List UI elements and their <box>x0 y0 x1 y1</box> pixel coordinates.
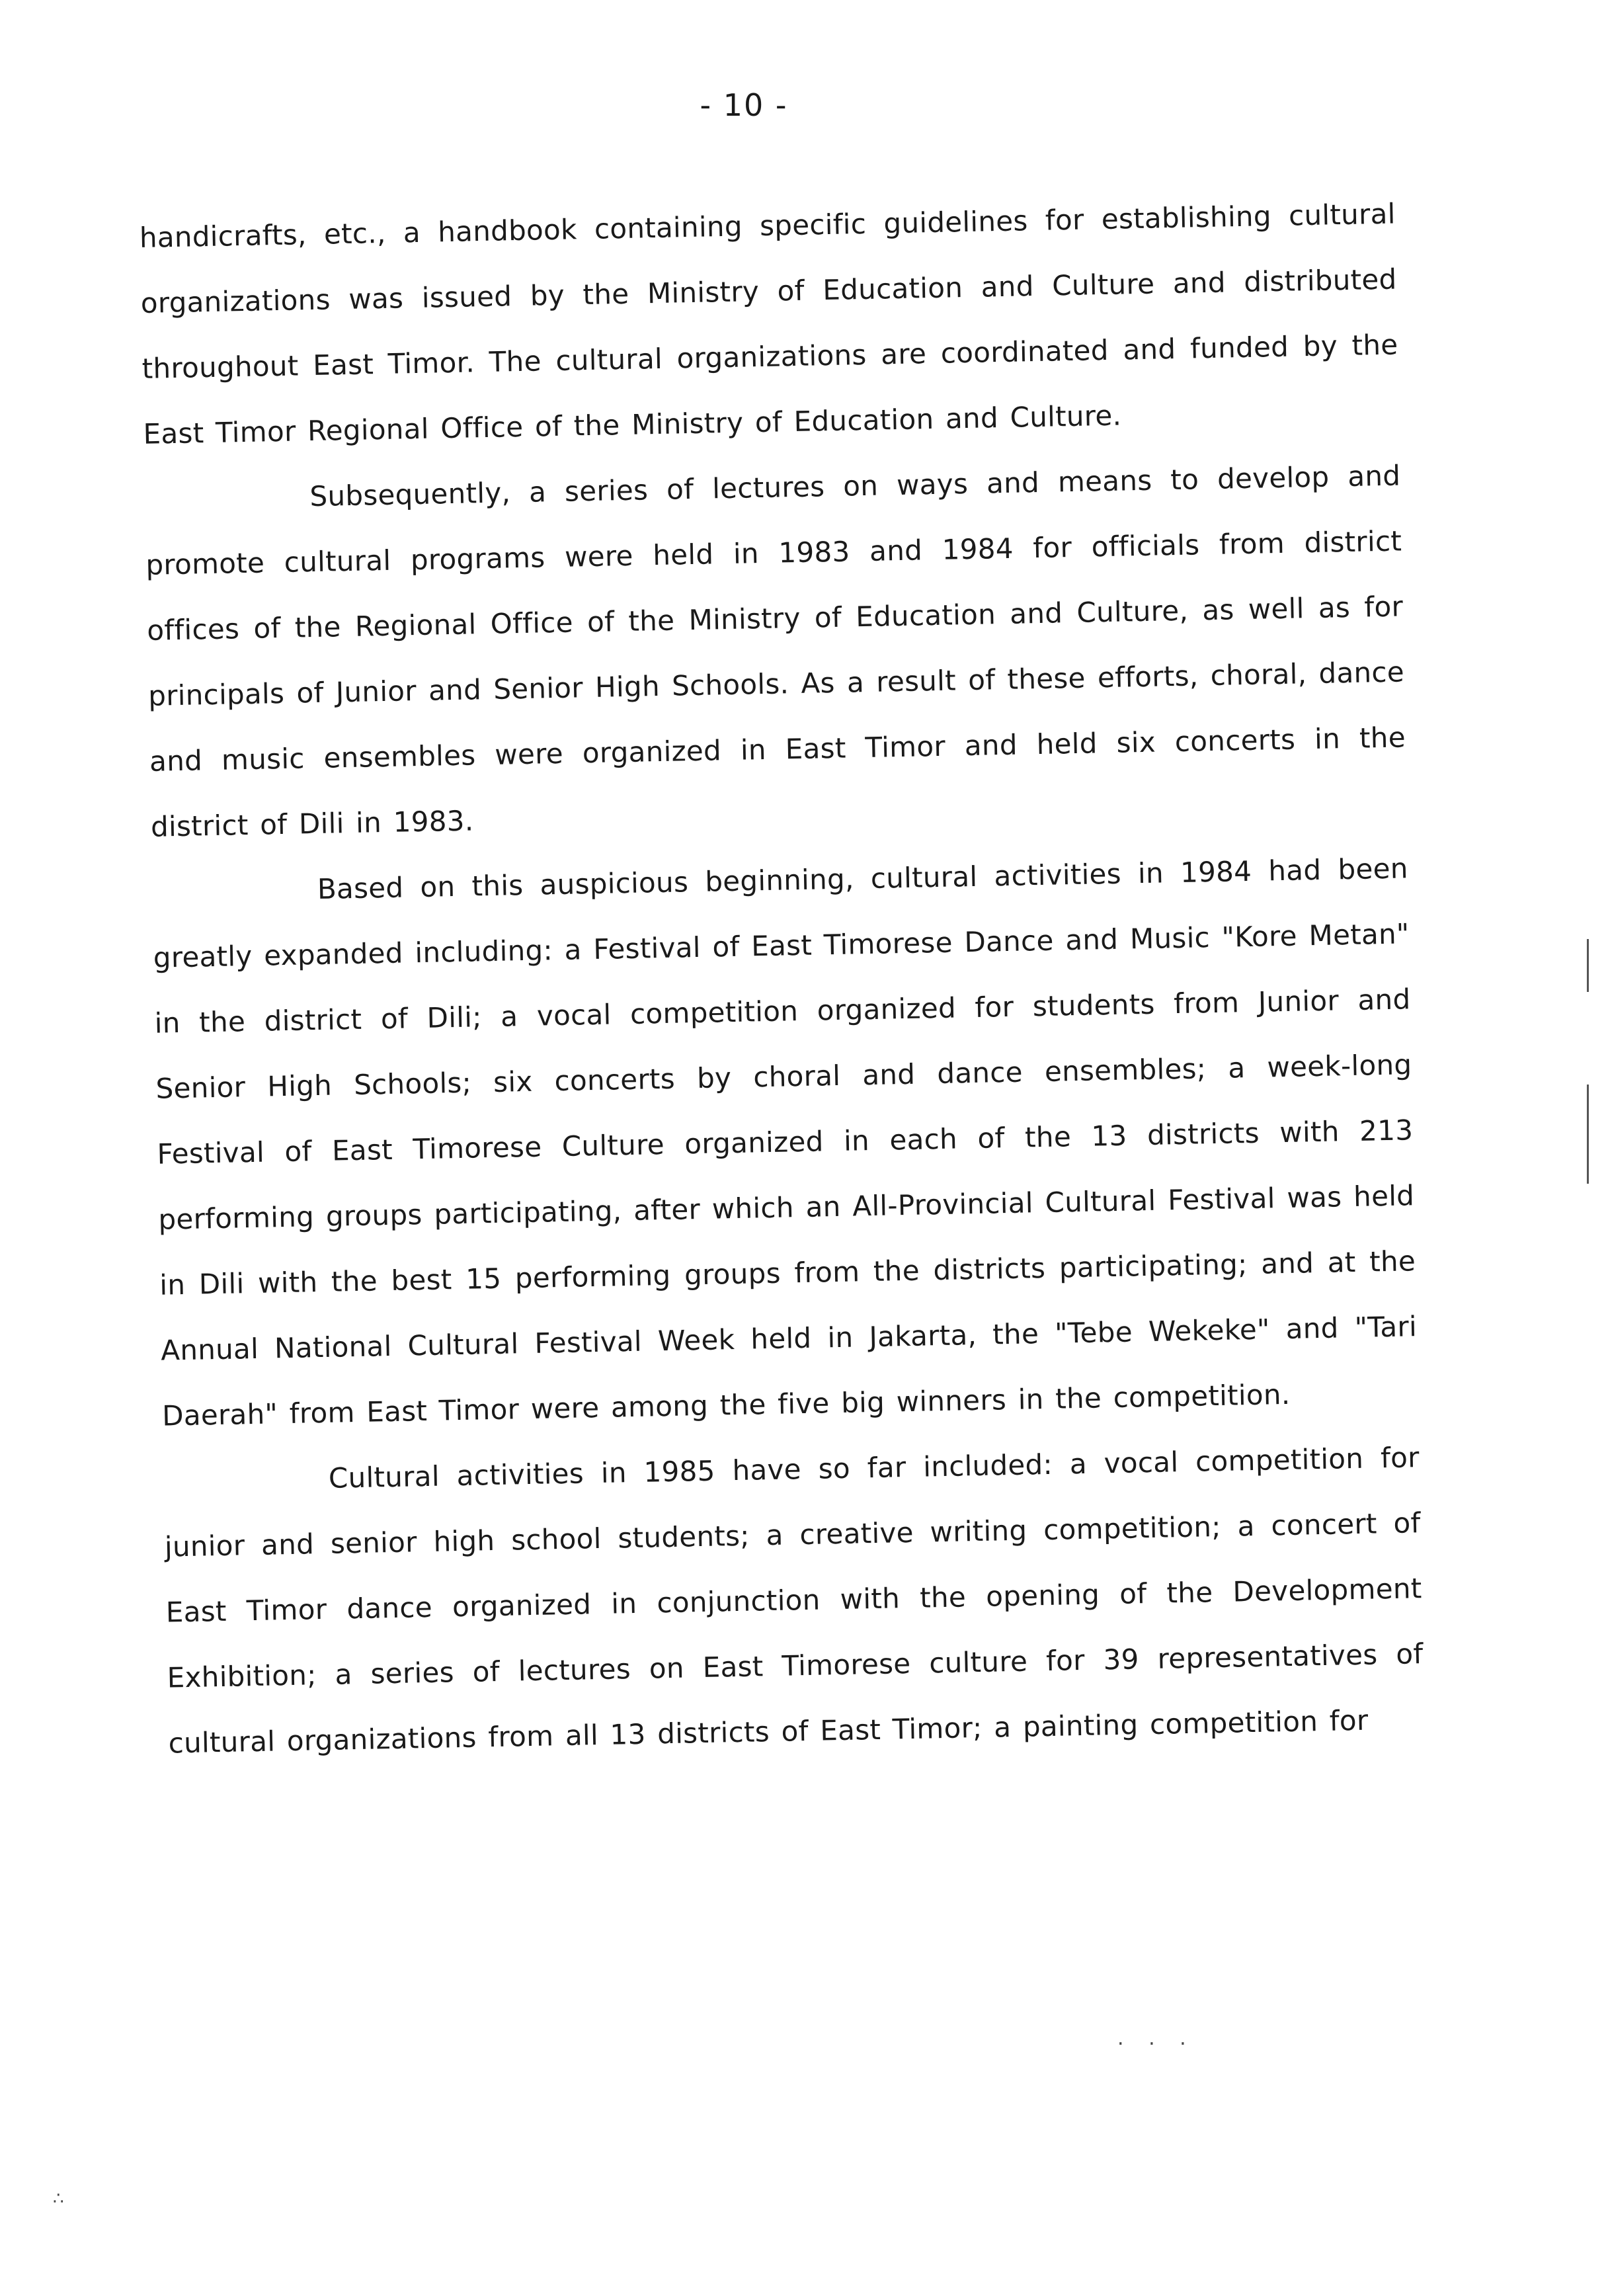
margin-mark <box>1587 1085 1589 1184</box>
corner-scan-mark: ∴ <box>53 2189 64 2209</box>
paragraph-lectures: Subsequently, a series of lectures on ways and means to develop and promote cultural programs were held in 1983 and 1984 for officials from district offices of the Regional Office of the Ministry of Education and Culture, as well as for principals of Junior and Senior High Schools. As a result of these efforts, choral, dance and music ensembles were organized in East Timor and held six concerts in the district of Dili in 1983. <box>145 459 1406 843</box>
continuation-dots: . . . <box>1117 2027 1195 2050</box>
paragraph-1985-activities: Cultural activities in 1985 have so far included: a vocal competition for junior and senior high school students; a creative writing competition; a concert of East Timor dance organized in conjunction with the opening of the Development Exhibition; a series of lectures on East Timorese culture for 39 representatives of cultural organizations from all 13 districts of East Timor; a painting competition for <box>164 1441 1424 1760</box>
paragraph-1984-activities: Based on this auspicious beginning, cultural activities in 1984 had been greatly expanded including: a Festival of East Timorese Dance and Music "Kore Metan" in the district of Dili; a vocal competition organized for students from Junior and Senior High Schools; six concerts by choral and dance ensembles; a week-long Festival of East Timorese Culture organized in each of the 13 districts with 213 performing groups participating, after which an All-Provincial Cultural Festival was held in Dili with the best 15 performing groups from the districts participating; and at the Annual National Cultural Festival Week held in Jakarta, the "Tebe Wekeke" and "Tari Daerah" from East Timor were among the five big winners in the competition. <box>153 852 1418 1432</box>
document-body <box>139 181 1425 1776</box>
paragraph-handbook: handicrafts, etc., a handbook containing specific guidelines for establishing cultural organizations was issued by the Ministry of Education and Culture and distributed throughout East Timor. The cultural organizations are coordinated and funded by the East Timor Regional Office of the Ministry of Education and Culture. <box>139 197 1398 450</box>
margin-mark <box>1587 939 1589 992</box>
page-number: - 10 - <box>700 87 788 123</box>
